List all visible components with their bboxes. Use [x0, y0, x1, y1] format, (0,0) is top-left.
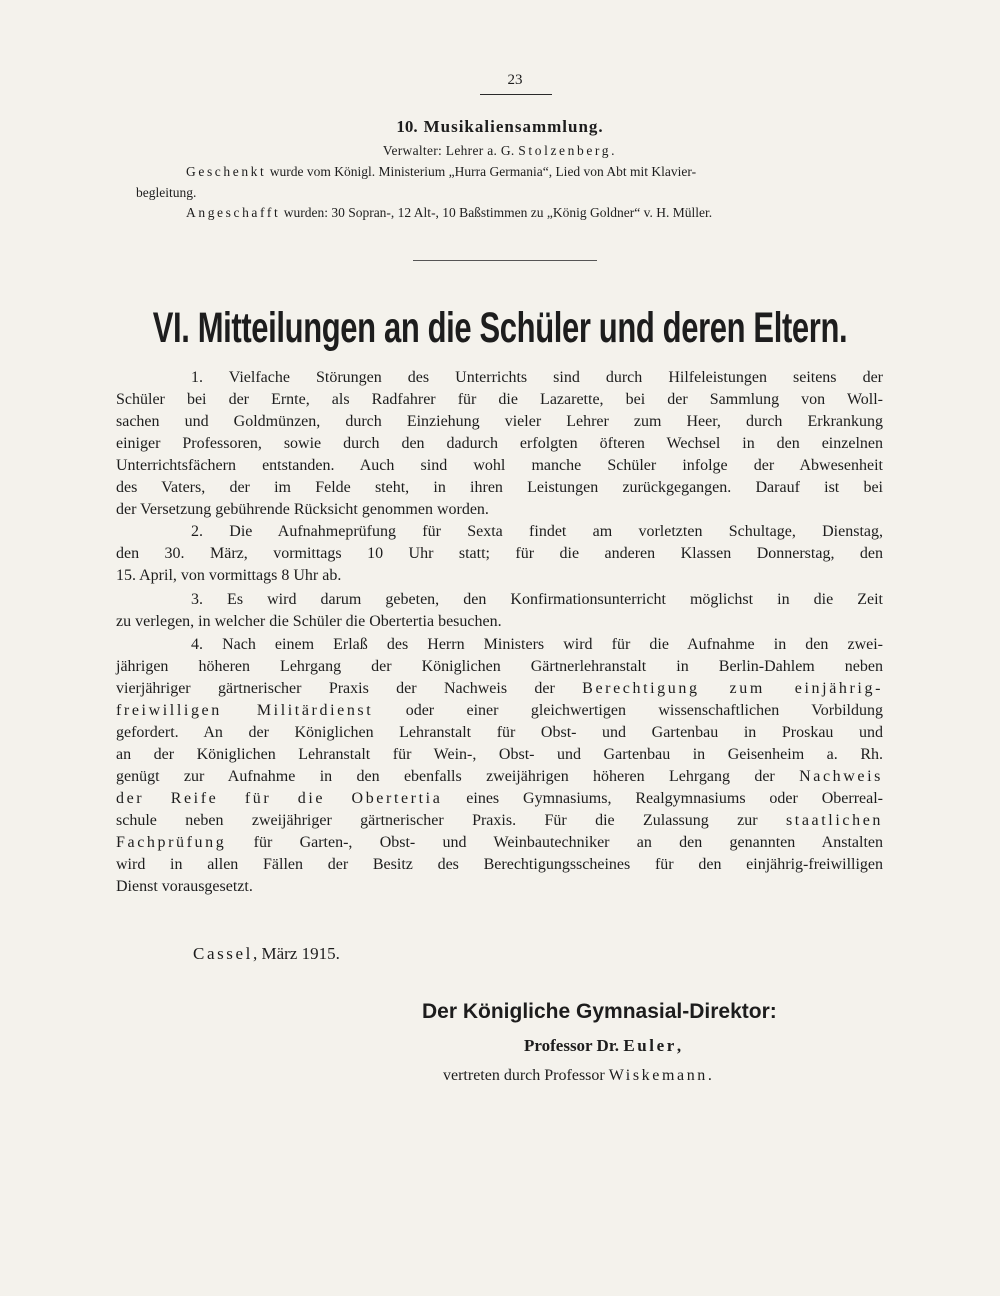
p1-line: einiger Professoren, sowie durch den dadurch erfolgten öfteren Wechsel in den einzelnen [116, 435, 883, 452]
substitute-line [443, 1067, 712, 1085]
substitute-name: Wiskemann [608, 1067, 708, 1084]
p3-line: zu verlegen, in welcher die Schüler die Obertertia besuchen. [116, 613, 502, 630]
p1-line: Unterrichtsfächern entstanden. Auch sind wohl manche Schüler infolge der Abwesenheit [116, 457, 883, 474]
p4-text: vierjähriger gärtnerischer Praxis der Nachweis der [116, 680, 583, 697]
p4-line: 4. Nach einem Erlaß des Herrn Ministers wird für die Aufnahme in den zwei- [191, 636, 883, 653]
gift-line-2: begleitung. [136, 185, 197, 200]
page-number-rule [480, 94, 552, 95]
p4-emphasis: staatlichen [785, 812, 883, 829]
p4-text: oder einer gleichwertigen wissenschaftlichen Vorbildung [373, 702, 883, 719]
p4-line: an der Königlichen Lehranstalt für Wein-, Obst- und Gartenbau in Geisenheim a. Rh. [116, 746, 883, 763]
director-title: Der Königliche Gymnasial-Direktor: [422, 1000, 777, 1023]
p4-emphasis: Nachweis [799, 768, 883, 785]
p4-text: für Garten-, Obst- und Weinbautechniker an den genannten Anstalten [226, 834, 883, 851]
p2-line: 2. Die Aufnahmeprüfung für Sexta findet am vorletzten Schultage, Dienstag, [191, 523, 883, 540]
p2-line: den 30. März, vormittags 10 Uhr statt; für die anderen Klassen Donnerstag, den [116, 545, 883, 562]
p4-emphasis: der Reife für die Obertertia [116, 790, 443, 807]
gift-text: wurde vom Königl. Ministerium „Hurra Germania“, Lied von Abt mit Klavier- [266, 164, 697, 179]
substitute-prefix: vertreten durch Professor [443, 1067, 609, 1084]
p4-text: genügt zur Aufnahme in den ebenfalls zweijährigen höheren Lehrgang der [116, 768, 800, 785]
p4-line [116, 766, 883, 788]
p3-line: 3. Es wird darum gebeten, den Konfirmationsunterricht möglichst in die Zeit [191, 591, 883, 608]
date-text: , März 1915. [252, 944, 340, 963]
acquisition-lead: Angeschafft [186, 205, 281, 220]
verwalter-line [0, 143, 1000, 159]
director-prefix: Professor Dr. [524, 1036, 624, 1055]
p2-line: 15. April, von vormittags 8 Uhr ab. [116, 567, 342, 584]
section-heading [0, 117, 1000, 137]
page-number: 23 [507, 72, 523, 88]
p4-line: wird in allen Fällen der Besitz des Berechtigungsscheines für den einjährig-freiwilligen [116, 856, 883, 873]
director-suffix: , [676, 1036, 682, 1055]
place-date [193, 944, 340, 964]
p1-line: des Vaters, der im Felde steht, in ihren Leistungen zurückgegangen. Darauf ist bei [116, 479, 883, 496]
p4-line: Dienst vorausgesetzt. [116, 878, 253, 895]
director-name: Euler [623, 1036, 677, 1055]
gift-lead: Geschenkt [186, 164, 267, 179]
p4-emphasis: freiwilligen Militärdienst [116, 702, 374, 719]
verwalter-prefix: Verwalter: Lehrer a. G. [382, 143, 519, 158]
p1-line: der Versetzung gebührende Rücksicht genommen worden. [116, 501, 489, 518]
p4-text: schule neben zweijähriger gärtnerischer Praxis. Für die Zulassung zur [116, 812, 786, 829]
gift-line-1 [186, 164, 696, 180]
p4-text: eines Gymnasiums, Realgymnasiums oder Oberreal- [442, 790, 883, 807]
p1-line: Schüler bei der Ernte, als Radfahrer für die Lazarette, bei der Sammlung von Woll- [116, 391, 883, 408]
p1-line: 1. Vielfache Störungen des Unterrichts sind durch Hilfeleistungen seitens der [191, 369, 883, 386]
main-heading: VI. Mitteilungen an die Schüler und deren Eltern. [152, 304, 848, 352]
p4-line [116, 788, 883, 810]
p4-line [116, 678, 883, 700]
acquisition-text: wurden: 30 Sopran-, 12 Alt-, 10 Baßstimmen zu „König Goldner“ v. H. Müller. [280, 205, 713, 220]
substitute-suffix: . [707, 1067, 712, 1084]
p4-emphasis: Berechtigung zum einjährig- [582, 680, 884, 697]
p1-line: sachen und Goldmünzen, durch Einziehung vieler Lehrer zum Heer, durch Erkrankung [116, 413, 883, 430]
acquisition-line [186, 205, 712, 221]
section-number: 10. [396, 117, 418, 136]
p4-line [116, 810, 883, 832]
separator-rule [413, 260, 597, 261]
p4-line [116, 832, 883, 854]
p4-emphasis: Fachprüfung [116, 834, 227, 851]
verwalter-name: Stolzenberg. [518, 143, 618, 158]
section-title: Musikaliensammlung. [423, 117, 604, 136]
p4-line: gefordert. An der Königlichen Lehranstalt für Obst- und Gartenbau in Proskau und [116, 724, 883, 741]
place-name: Cassel [193, 944, 253, 963]
director-signature [524, 1036, 681, 1056]
p4-line: jährigen höheren Lehrgang der Königlichen Gärtnerlehranstalt in Berlin-Dahlem neben [116, 658, 883, 675]
p4-line [116, 700, 883, 722]
